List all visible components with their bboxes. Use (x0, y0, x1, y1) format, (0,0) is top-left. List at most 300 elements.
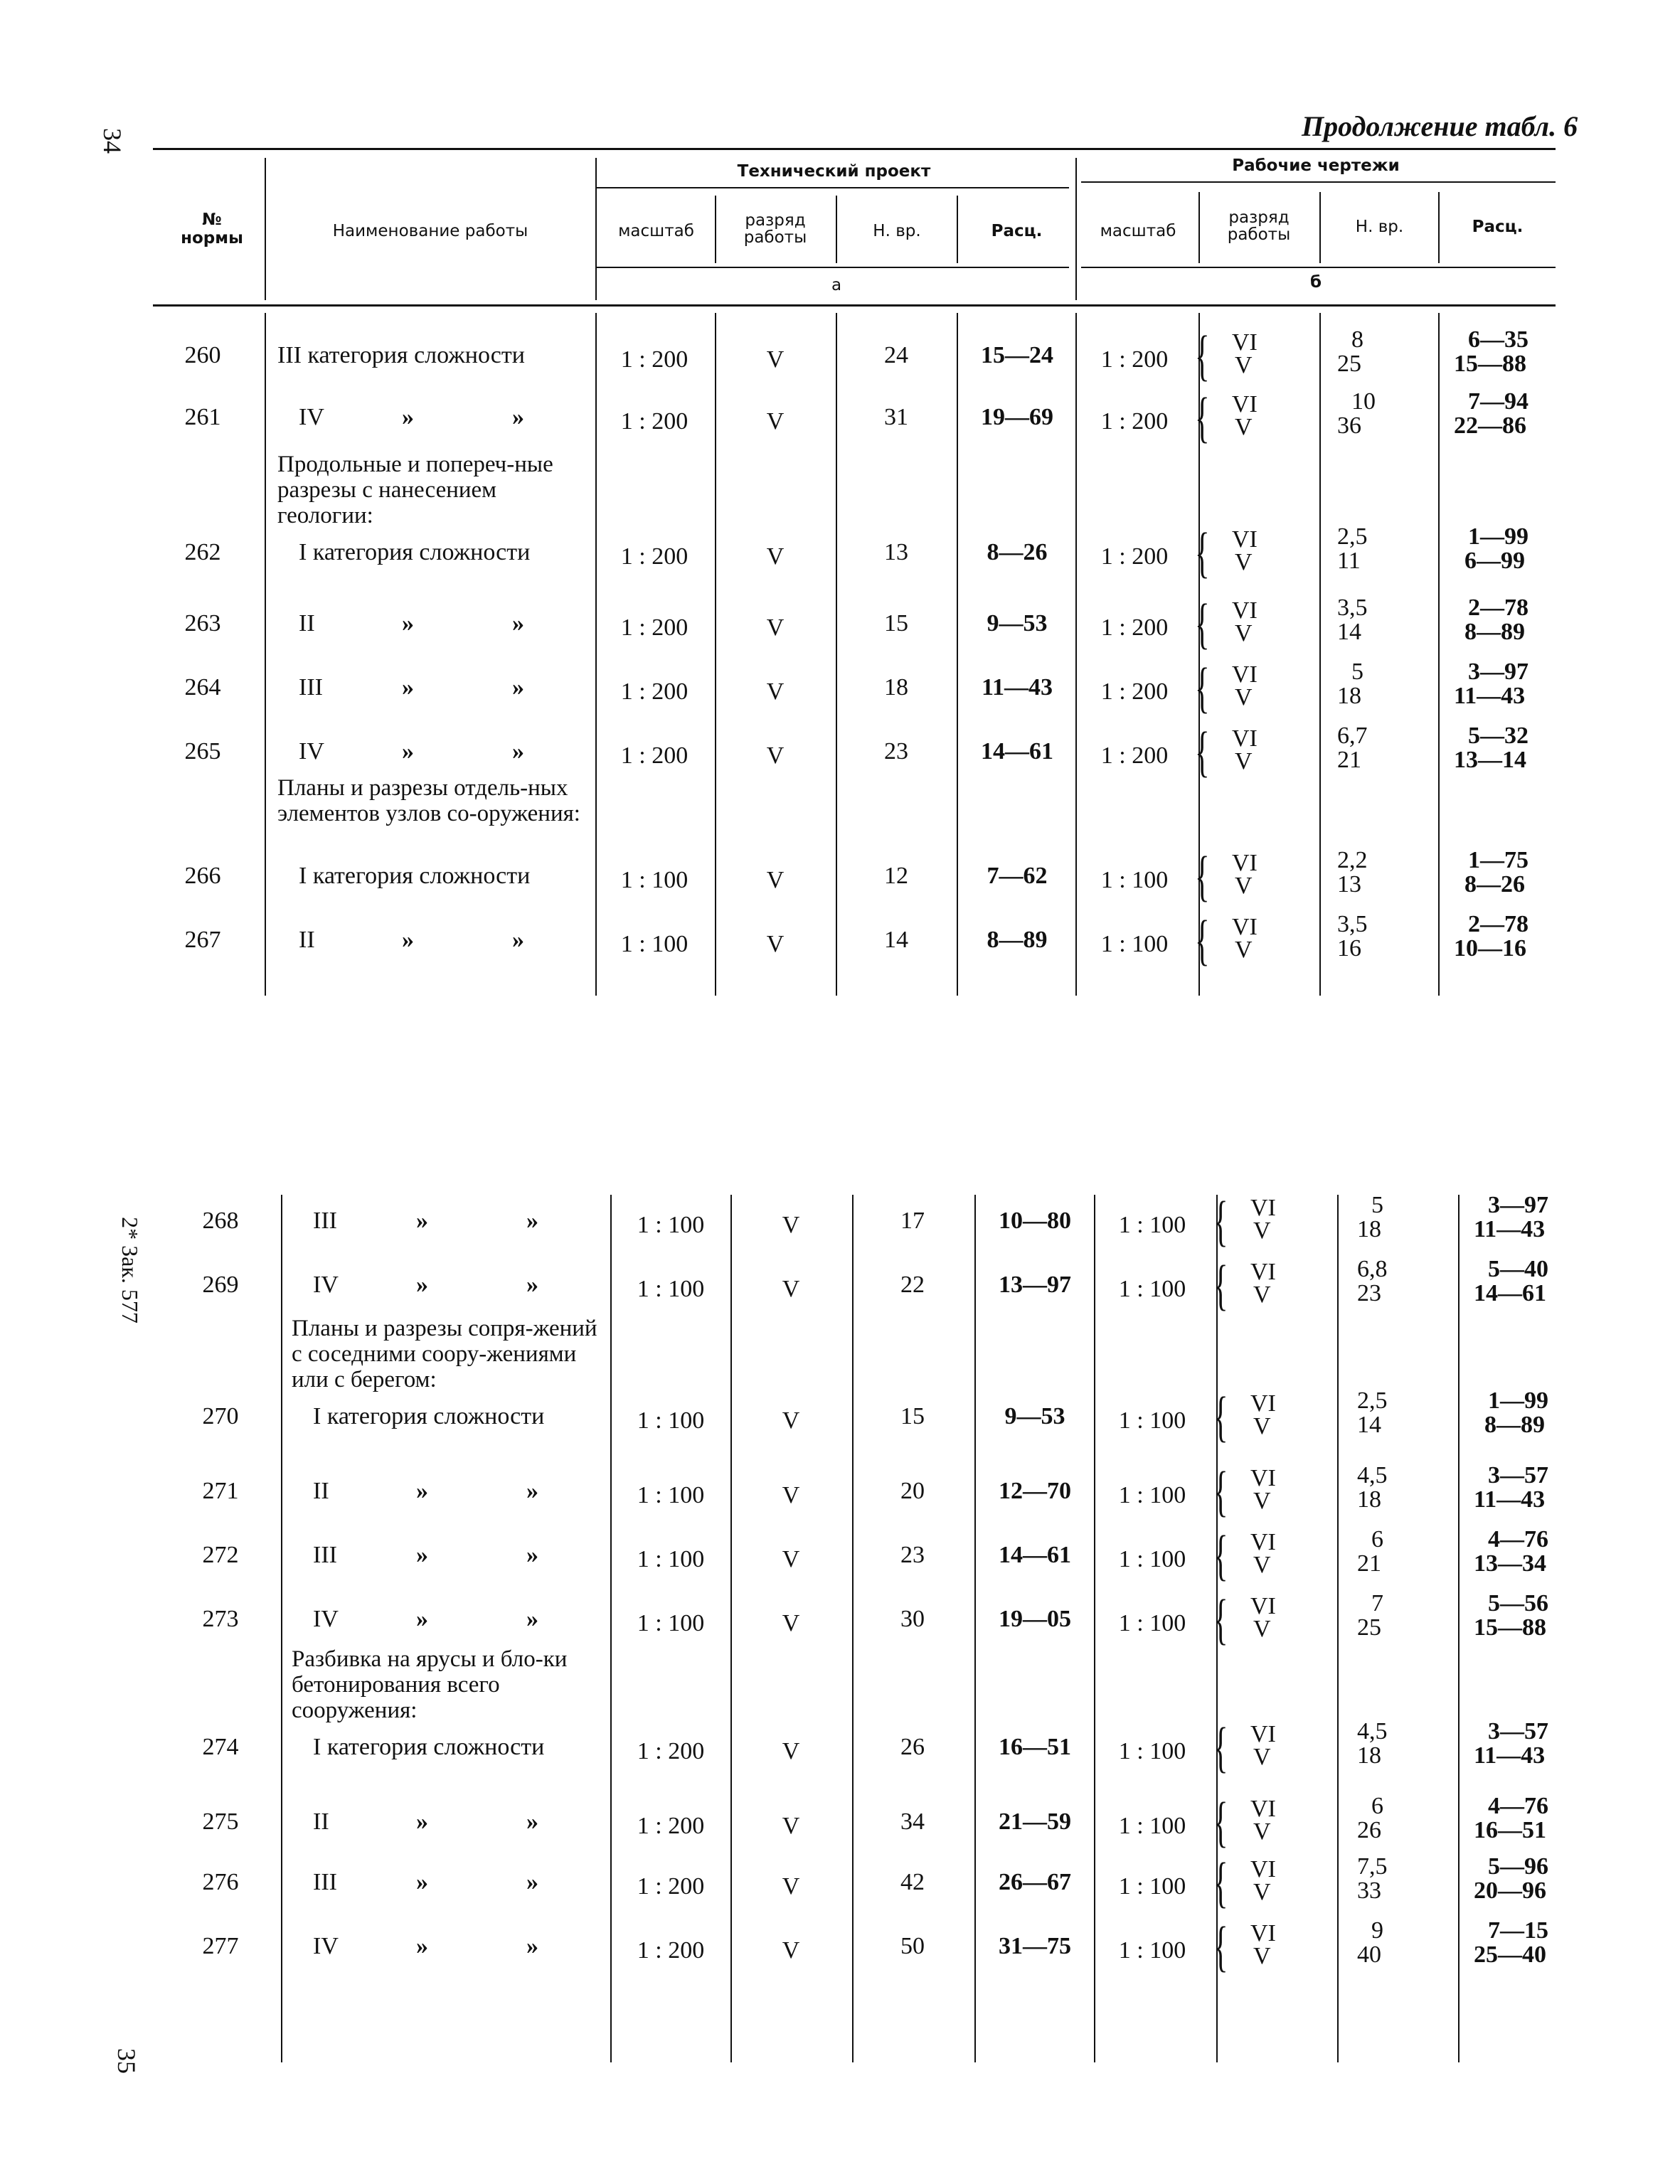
time-a: 17 (900, 1208, 925, 1234)
grade-b-lower: V (1253, 1818, 1271, 1845)
work-name-roman: IV (313, 1933, 339, 1959)
header-norm-no: № нормы (181, 211, 243, 247)
work-name-roman: IV (313, 1606, 339, 1632)
time-b-lower: 11 (1337, 548, 1361, 574)
brace-glyph: { (1213, 1460, 1228, 1522)
rate-a: 15—24 (981, 342, 1053, 368)
grade-b-upper: VI (1232, 725, 1258, 752)
grade-b-lower: V (1235, 873, 1253, 899)
rate-b-lower: 6—99 (1464, 548, 1525, 574)
grade-b-lower: V (1253, 1552, 1271, 1578)
time-b-upper: 9 (1371, 1917, 1383, 1944)
ditto-mark: » (512, 674, 524, 701)
norm-number: 273 (202, 1606, 239, 1632)
grade-b-upper: VI (1250, 1465, 1276, 1491)
rate-b-lower: 22—86 (1454, 412, 1526, 439)
grade-a: V (766, 867, 785, 893)
grade-b-upper: VI (1232, 661, 1258, 688)
rate-b-lower: 10—16 (1454, 935, 1526, 962)
scale-b: 1 : 100 (1118, 1212, 1186, 1238)
header-working-drawings: Рабочие чертежи (1232, 156, 1400, 175)
rate-a: 14—61 (999, 1542, 1071, 1568)
rate-a: 11—43 (981, 674, 1053, 701)
rate-a: 19—05 (999, 1606, 1071, 1632)
scale-a: 1 : 100 (637, 1212, 705, 1238)
grade-b-upper: VI (1250, 1856, 1276, 1882)
ditto-mark: » (416, 1272, 428, 1298)
scale-a: 1 : 200 (620, 408, 689, 435)
work-name-roman: II (313, 1809, 329, 1835)
norm-number: 267 (184, 927, 221, 953)
work-name: I категория сложности (313, 1734, 545, 1760)
scale-b: 1 : 200 (1100, 408, 1169, 435)
scale-a: 1 : 100 (637, 1482, 705, 1508)
norm-number: 271 (202, 1478, 239, 1504)
rate-a: 21—59 (999, 1809, 1071, 1835)
grade-a: V (782, 1276, 800, 1302)
time-b-upper: 5 (1351, 659, 1363, 685)
grade-b-lower: V (1253, 1744, 1271, 1770)
time-b-lower: 21 (1357, 1550, 1381, 1577)
rate-a: 7—62 (987, 863, 1048, 889)
rate-b-lower: 15—88 (1454, 351, 1526, 377)
ditto-mark: » (526, 1809, 538, 1835)
brace-glyph: { (1213, 1254, 1228, 1316)
rate-a: 31—75 (999, 1933, 1071, 1959)
time-b-upper: 7,5 (1357, 1853, 1388, 1880)
rate-b-upper: 5—40 (1488, 1256, 1548, 1282)
scale-b: 1 : 100 (1118, 1873, 1186, 1900)
time-b-upper: 10 (1351, 388, 1376, 415)
grade-b-upper: VI (1232, 526, 1258, 553)
scale-b: 1 : 200 (1100, 614, 1169, 641)
ditto-mark: » (416, 1606, 428, 1632)
time-a: 24 (884, 342, 908, 368)
time-a: 42 (900, 1869, 925, 1895)
group-heading: Продольные и попереч-ные разрезы с нанесением геологии: (277, 452, 553, 528)
rate-b-lower: 13—34 (1474, 1550, 1546, 1577)
scale-b: 1 : 100 (1118, 1276, 1186, 1302)
brace-glyph: { (1213, 1915, 1228, 1977)
scale-a: 1 : 200 (620, 742, 689, 769)
time-b-lower: 14 (1337, 619, 1361, 645)
brace-glyph: { (1195, 386, 1210, 448)
scale-b: 1 : 100 (1100, 931, 1169, 957)
time-b-lower: 40 (1357, 1941, 1381, 1968)
work-name-roman: IV (313, 1272, 339, 1298)
brace-glyph: { (1213, 1190, 1228, 1252)
grade-b-lower: V (1253, 1943, 1271, 1969)
scale-b: 1 : 200 (1100, 678, 1169, 705)
rate-b-upper: 2—78 (1468, 911, 1529, 937)
norm-number: 275 (202, 1809, 239, 1835)
grade-b-upper: VI (1250, 1390, 1276, 1417)
left-page-number: 34 (98, 128, 127, 154)
brace-glyph: { (1213, 1385, 1228, 1447)
work-name-roman: II (299, 927, 315, 953)
time-b-upper: 2,5 (1337, 523, 1368, 550)
grade-b-lower: V (1253, 1413, 1271, 1439)
print-signature: 2* Зак. 577 (117, 1217, 143, 1323)
time-b-lower: 23 (1357, 1280, 1381, 1306)
norm-number: 268 (202, 1208, 239, 1234)
grade-b-lower: V (1235, 352, 1253, 378)
grade-a: V (782, 1407, 800, 1434)
rate-a: 26—67 (999, 1869, 1071, 1895)
grade-b-upper: VI (1250, 1721, 1276, 1747)
brace-glyph: { (1195, 656, 1210, 718)
time-b-upper: 6 (1371, 1526, 1383, 1552)
header-col-a: а (831, 276, 842, 294)
time-b-upper: 6 (1371, 1793, 1383, 1819)
work-name-roman: IV (299, 404, 324, 430)
grade-a: V (766, 408, 785, 435)
brace-glyph: { (1195, 592, 1210, 654)
time-a: 23 (884, 738, 908, 765)
work-name-roman: III (299, 674, 323, 701)
header-rate-a: Расц. (991, 222, 1043, 240)
time-a: 30 (900, 1606, 925, 1632)
grade-b-upper: VI (1232, 850, 1258, 876)
rate-b-upper: 4—76 (1488, 1793, 1548, 1819)
scale-b: 1 : 100 (1118, 1482, 1186, 1508)
rate-b-upper: 1—99 (1488, 1387, 1548, 1414)
time-a: 18 (884, 674, 908, 701)
time-b-upper: 6,7 (1337, 723, 1368, 749)
scale-b: 1 : 200 (1100, 742, 1169, 769)
time-a: 31 (884, 404, 908, 430)
work-name: I категория сложности (313, 1403, 545, 1429)
grade-a: V (766, 931, 785, 957)
ditto-mark: » (526, 1208, 538, 1234)
scale-a: 1 : 100 (620, 931, 689, 957)
header-time-a: Н. вр. (873, 222, 921, 240)
scale-b: 1 : 100 (1118, 1407, 1186, 1434)
ditto-mark: » (402, 404, 414, 430)
grade-b-upper: VI (1250, 1593, 1276, 1619)
time-b-lower: 13 (1337, 871, 1361, 897)
scale-a: 1 : 100 (637, 1407, 705, 1434)
work-name-roman: II (299, 610, 315, 636)
grade-a: V (782, 1937, 800, 1964)
rate-b-upper: 6—35 (1468, 326, 1529, 353)
rate-b-upper: 3—97 (1468, 659, 1529, 685)
brace-glyph: { (1213, 1851, 1228, 1913)
brace-glyph: { (1195, 845, 1210, 907)
brace-glyph: { (1213, 1524, 1228, 1586)
grade-b-lower: V (1235, 414, 1253, 440)
rate-a: 19—69 (981, 404, 1053, 430)
rate-b-lower: 8—89 (1484, 1412, 1545, 1438)
rate-a: 12—70 (999, 1478, 1071, 1504)
scale-b: 1 : 100 (1118, 1937, 1186, 1964)
time-b-upper: 5 (1371, 1192, 1383, 1218)
ditto-mark: » (402, 610, 414, 636)
header-rate-b: Расц. (1472, 218, 1524, 236)
rate-b-upper: 7—94 (1468, 388, 1529, 415)
norm-number: 276 (202, 1869, 239, 1895)
rate-b-lower: 11—43 (1454, 683, 1526, 709)
grade-b-lower: V (1235, 620, 1253, 646)
work-name: I категория сложности (299, 863, 531, 889)
rate-b-lower: 8—89 (1464, 619, 1525, 645)
brace-glyph: { (1195, 324, 1210, 386)
time-a: 23 (900, 1542, 925, 1568)
time-a: 12 (884, 863, 908, 889)
ditto-mark: » (402, 738, 414, 765)
work-name-roman: III (313, 1208, 337, 1234)
rate-b-upper: 3—97 (1488, 1192, 1548, 1218)
grade-b-upper: VI (1250, 1796, 1276, 1822)
rate-b-upper: 1—75 (1468, 847, 1529, 873)
time-b-lower: 18 (1337, 683, 1361, 709)
norm-number: 274 (202, 1734, 239, 1760)
header-work-name: Наименование работы (332, 222, 528, 240)
time-a: 20 (900, 1478, 925, 1504)
time-b-upper: 7 (1371, 1590, 1383, 1616)
ditto-mark: » (416, 1478, 428, 1504)
work-name-roman: II (313, 1478, 329, 1504)
header-tech-project: Технический проект (737, 162, 931, 181)
grade-a: V (782, 1482, 800, 1508)
time-b-lower: 18 (1357, 1742, 1381, 1769)
rate-a: 13—97 (999, 1272, 1071, 1298)
norm-number: 266 (184, 863, 221, 889)
group-heading: Планы и разрезы сопря-жений с соседними соору-жениями или с берегом: (292, 1316, 597, 1392)
work-name-roman: III (313, 1542, 337, 1568)
ditto-mark: » (416, 1809, 428, 1835)
grade-a: V (766, 543, 785, 570)
scale-b: 1 : 200 (1100, 346, 1169, 373)
scale-a: 1 : 200 (637, 1813, 705, 1839)
brace-glyph: { (1213, 1588, 1228, 1650)
grade-b-lower: V (1253, 1488, 1271, 1514)
grade-b-upper: VI (1232, 914, 1258, 940)
time-b-upper: 2,5 (1357, 1387, 1388, 1414)
rate-b-upper: 3—57 (1488, 1718, 1548, 1744)
work-name: III категория сложности (277, 342, 525, 368)
grade-a: V (766, 614, 785, 641)
ditto-mark: » (526, 1272, 538, 1298)
ditto-mark: » (526, 1869, 538, 1895)
rate-b-lower: 13—14 (1454, 747, 1526, 773)
rate-b-lower: 16—51 (1474, 1817, 1546, 1843)
norm-number: 265 (184, 738, 221, 765)
scale-a: 1 : 200 (637, 1937, 705, 1964)
time-b-upper: 2,2 (1337, 847, 1368, 873)
time-b-lower: 25 (1337, 351, 1361, 377)
time-b-upper: 8 (1351, 326, 1363, 353)
grade-a: V (782, 1610, 800, 1636)
scale-b: 1 : 100 (1100, 867, 1169, 893)
rate-b-upper: 7—15 (1488, 1917, 1548, 1944)
grade-a: V (766, 678, 785, 705)
grade-b-lower: V (1235, 684, 1253, 710)
rate-b-lower: 8—26 (1464, 871, 1525, 897)
norm-number: 260 (184, 342, 221, 368)
rate-a: 14—61 (981, 738, 1053, 765)
grade-b-upper: VI (1250, 1195, 1276, 1221)
right-page-number: 35 (112, 2048, 141, 2074)
ditto-mark: » (526, 1933, 538, 1959)
scale-a: 1 : 200 (620, 614, 689, 641)
group-heading: Разбивка на ярусы и бло-ки бетонирования всего сооружения: (292, 1646, 568, 1723)
rate-a: 9—53 (1004, 1403, 1065, 1429)
grade-a: V (782, 1212, 800, 1238)
time-b-lower: 21 (1337, 747, 1361, 773)
time-a: 15 (900, 1403, 925, 1429)
grade-a: V (782, 1738, 800, 1764)
continuation-heading: Продолжение табл. 6 (1302, 110, 1578, 142)
rate-b-upper: 2—78 (1468, 595, 1529, 621)
grade-b-lower: V (1235, 748, 1253, 774)
brace-glyph: { (1195, 909, 1210, 971)
time-b-lower: 18 (1357, 1486, 1381, 1513)
grade-a: V (782, 1873, 800, 1900)
grade-b-upper: VI (1232, 597, 1258, 624)
rate-a: 8—89 (987, 927, 1048, 953)
grade-b-upper: VI (1250, 1259, 1276, 1285)
grade-b-lower: V (1253, 1879, 1271, 1905)
time-a: 50 (900, 1933, 925, 1959)
ditto-mark: » (512, 927, 524, 953)
rate-b-upper: 4—76 (1488, 1526, 1548, 1552)
time-b-lower: 18 (1357, 1216, 1381, 1242)
grade-b-upper: VI (1250, 1920, 1276, 1946)
norm-number: 264 (184, 674, 221, 701)
time-a: 34 (900, 1809, 925, 1835)
brace-glyph: { (1213, 1791, 1228, 1853)
grade-a: V (766, 742, 785, 769)
grade-b-upper: VI (1232, 391, 1258, 417)
scale-a: 1 : 100 (637, 1610, 705, 1636)
scale-a: 1 : 200 (620, 346, 689, 373)
rate-a: 16—51 (999, 1734, 1071, 1760)
rate-a: 9—53 (987, 610, 1048, 636)
scale-b: 1 : 100 (1118, 1546, 1186, 1572)
time-a: 14 (884, 927, 908, 953)
norm-number: 261 (184, 404, 221, 430)
grade-a: V (782, 1546, 800, 1572)
header-grade-b: разряд работы (1227, 208, 1291, 244)
work-name: I категория сложности (299, 539, 531, 565)
time-b-upper: 3,5 (1337, 595, 1368, 621)
norm-number: 269 (202, 1272, 239, 1298)
header-time-b: Н. вр. (1355, 218, 1404, 236)
scale-a: 1 : 200 (620, 543, 689, 570)
scale-b: 1 : 100 (1118, 1738, 1186, 1764)
rate-b-lower: 20—96 (1474, 1877, 1546, 1904)
time-b-upper: 4,5 (1357, 1718, 1388, 1744)
time-b-upper: 3,5 (1337, 911, 1368, 937)
work-name-roman: III (313, 1869, 337, 1895)
grade-b-lower: V (1235, 937, 1253, 963)
rate-b-upper: 1—99 (1468, 523, 1529, 550)
time-a: 22 (900, 1272, 925, 1298)
rate-b-upper: 3—57 (1488, 1462, 1548, 1488)
time-a: 15 (884, 610, 908, 636)
rate-b-lower: 15—88 (1474, 1614, 1546, 1641)
time-b-lower: 25 (1357, 1614, 1381, 1641)
scale-b: 1 : 100 (1118, 1610, 1186, 1636)
rate-a: 10—80 (999, 1208, 1071, 1234)
scale-a: 1 : 100 (637, 1276, 705, 1302)
ditto-mark: » (402, 927, 414, 953)
rate-b-lower: 11—43 (1474, 1216, 1546, 1242)
norm-number: 262 (184, 539, 221, 565)
rate-b-upper: 5—32 (1468, 723, 1529, 749)
rate-b-upper: 5—56 (1488, 1590, 1548, 1616)
scale-a: 1 : 100 (620, 867, 689, 893)
scale-a: 1 : 200 (637, 1873, 705, 1900)
rate-b-lower: 11—43 (1474, 1486, 1546, 1513)
header-scale-a: масштаб (618, 222, 694, 240)
ditto-mark: » (512, 610, 524, 636)
scale-b: 1 : 100 (1118, 1813, 1186, 1839)
grade-b-upper: VI (1250, 1529, 1276, 1555)
header-scale-b: масштаб (1100, 222, 1176, 240)
rate-b-lower: 14—61 (1474, 1280, 1546, 1306)
grade-a: V (766, 346, 785, 373)
time-b-upper: 6,8 (1357, 1256, 1388, 1282)
header-col-b: б (1309, 273, 1322, 292)
norm-number: 272 (202, 1542, 239, 1568)
grade-b-lower: V (1235, 549, 1253, 575)
ditto-mark: » (526, 1542, 538, 1568)
time-b-lower: 33 (1357, 1877, 1381, 1904)
norm-number: 270 (202, 1403, 239, 1429)
ditto-mark: » (416, 1869, 428, 1895)
ditto-mark: » (402, 674, 414, 701)
time-a: 26 (900, 1734, 925, 1760)
time-a: 13 (884, 539, 908, 565)
grade-b-lower: V (1253, 1218, 1271, 1244)
header-grade-a: разряд работы (743, 211, 807, 247)
time-b-lower: 36 (1337, 412, 1361, 439)
grade-b-lower: V (1253, 1282, 1271, 1308)
rate-a: 8—26 (987, 539, 1048, 565)
scale-a: 1 : 200 (620, 678, 689, 705)
grade-b-lower: V (1253, 1616, 1271, 1642)
brace-glyph: { (1213, 1716, 1228, 1778)
norm-number: 263 (184, 610, 221, 636)
rate-b-upper: 5—96 (1488, 1853, 1548, 1880)
grade-b-upper: VI (1232, 329, 1258, 356)
time-b-upper: 4,5 (1357, 1462, 1388, 1488)
scale-a: 1 : 200 (637, 1738, 705, 1764)
grade-a: V (782, 1813, 800, 1839)
brace-glyph: { (1195, 521, 1210, 583)
ditto-mark: » (526, 1478, 538, 1504)
rate-b-lower: 25—40 (1474, 1941, 1546, 1968)
norm-number: 277 (202, 1933, 239, 1959)
brace-glyph: { (1195, 720, 1210, 782)
ditto-mark: » (526, 1606, 538, 1632)
time-b-lower: 14 (1357, 1412, 1381, 1438)
group-heading: Планы и разрезы отдель-ных элементов узлов со-оружения: (277, 775, 580, 826)
scale-a: 1 : 100 (637, 1546, 705, 1572)
rate-b-lower: 11—43 (1474, 1742, 1546, 1769)
ditto-mark: » (416, 1933, 428, 1959)
time-b-lower: 26 (1357, 1817, 1381, 1843)
ditto-mark: » (512, 404, 524, 430)
scale-b: 1 : 200 (1100, 543, 1169, 570)
ditto-mark: » (416, 1542, 428, 1568)
ditto-mark: » (416, 1208, 428, 1234)
time-b-lower: 16 (1337, 935, 1361, 962)
ditto-mark: » (512, 738, 524, 765)
work-name-roman: IV (299, 738, 324, 765)
